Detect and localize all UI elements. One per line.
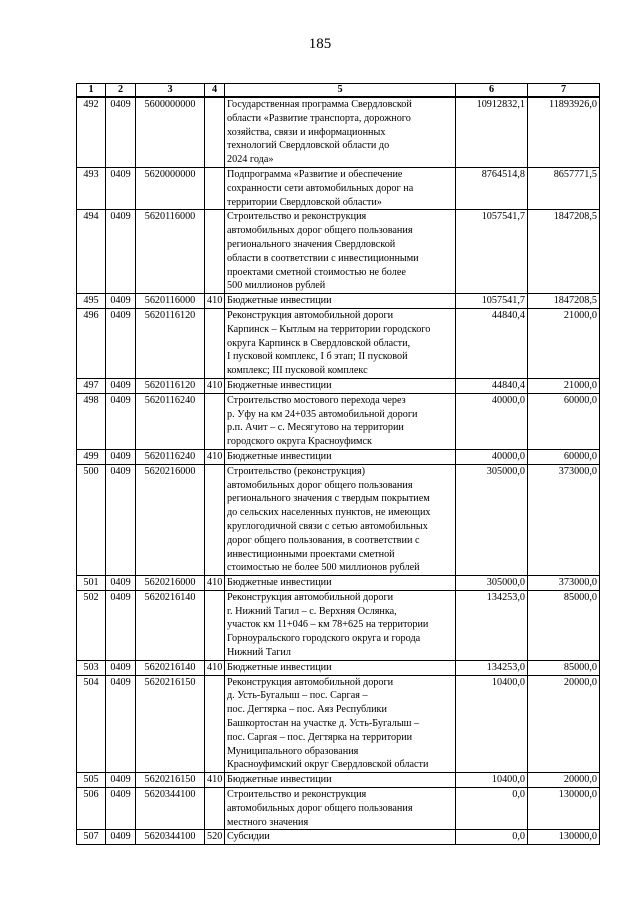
expense-type-cell — [205, 464, 225, 575]
item-name-line: дорог общего пользования, в соответствии с — [227, 534, 420, 546]
table-row — [77, 830, 600, 845]
row-number-cell: 507 — [77, 830, 106, 845]
item-name-line: д. Усть-Бугалыш – пос. Саргая – — [227, 690, 368, 702]
amount-year-1-cell: 1057541,7 — [456, 210, 528, 294]
item-name-line: Реконструкция автомобильной дороги — [227, 591, 394, 603]
table-row — [77, 788, 600, 830]
section-code-cell: 0409 — [106, 393, 136, 449]
table-row — [77, 675, 600, 773]
item-name-line: Строительство мостового перехода через — [227, 394, 406, 406]
amount-year-2-cell: 85000,0 — [528, 590, 600, 660]
item-name-line: пос. Саргая – пос. Дегтярка на территории — [227, 731, 413, 743]
item-name-line: регионального значения Свердловской — [227, 238, 396, 250]
section-code-cell: 0409 — [106, 167, 136, 209]
item-name-line: сохранности сети автомобильных дорог на — [227, 182, 414, 194]
header-col-4: 4 — [205, 84, 225, 98]
row-number-cell: 495 — [77, 294, 106, 309]
item-name-line: Муниципального образования — [227, 745, 359, 757]
item-name-line: комплекс; III пусковой комплекс — [227, 365, 368, 377]
row-number-cell: 500 — [77, 464, 106, 575]
row-number-cell: 498 — [77, 393, 106, 449]
item-name-line: Бюджетные инвестиции — [227, 577, 332, 589]
section-code-cell: 0409 — [106, 788, 136, 830]
item-name-line: Бюджетные инвестиции — [227, 661, 332, 673]
table-row — [77, 308, 600, 378]
amount-year-1-cell: 305000,0 — [456, 576, 528, 591]
item-name-line: инвестиционными проектами сметной — [227, 548, 395, 560]
item-name-line: технологий Свердловской области до — [227, 140, 390, 152]
item-name-line: р.п. Ачит – с. Месягутово на территории — [227, 422, 404, 434]
target-article-cell: 5620116240 — [136, 393, 205, 449]
target-article-cell: 5600000000 — [136, 97, 205, 167]
item-name-line: хозяйства, связи и информационных — [227, 126, 386, 138]
target-article-cell: 5620216000 — [136, 576, 205, 591]
amount-year-2-cell: 130000,0 — [528, 830, 600, 845]
item-name-line: Красноуфимский округ Свердловской области — [227, 759, 429, 771]
table-row — [77, 449, 600, 464]
item-name-line: 2024 года» — [227, 154, 274, 166]
expense-type-cell: 410 — [205, 773, 225, 788]
table-row — [77, 393, 600, 449]
item-name-line: Башкортостан на участке д. Усть-Бугалыш – — [227, 718, 420, 730]
target-article-cell: 5620216140 — [136, 590, 205, 660]
item-name-line: области в соответствии с инвестиционными — [227, 252, 419, 264]
table-row — [77, 294, 600, 309]
amount-year-2-cell: 8657771,5 — [528, 167, 600, 209]
row-number-cell: 503 — [77, 660, 106, 675]
amount-year-2-cell: 20000,0 — [528, 773, 600, 788]
expense-type-cell — [205, 590, 225, 660]
section-code-cell: 0409 — [106, 830, 136, 845]
item-name-line: области «Развитие транспорта, дорожного — [227, 112, 411, 124]
section-code-cell: 0409 — [106, 294, 136, 309]
item-name-line: Реконструкция автомобильной дороги — [227, 309, 394, 321]
table-row — [77, 97, 600, 167]
header-col-3: 3 — [136, 84, 205, 98]
expense-type-cell — [205, 97, 225, 167]
item-name-cell — [225, 773, 456, 788]
item-name-line: автомобильных дорог общего пользования — [227, 802, 413, 814]
expense-type-cell: 410 — [205, 660, 225, 675]
row-number-cell: 494 — [77, 210, 106, 294]
row-number-cell: 505 — [77, 773, 106, 788]
table-header-row — [77, 84, 600, 98]
expense-type-cell — [205, 167, 225, 209]
section-code-cell: 0409 — [106, 97, 136, 167]
item-name-line: округа Карпинск в Свердловской области, — [227, 337, 411, 349]
item-name-line: Субсидии — [227, 831, 270, 843]
target-article-cell: 5620344100 — [136, 830, 205, 845]
amount-year-1-cell: 40000,0 — [456, 393, 528, 449]
amount-year-2-cell: 85000,0 — [528, 660, 600, 675]
item-name-line: Нижний Тагил — [227, 647, 291, 659]
item-name-line: I пусковой комплекс, I б этап; II пусковой — [227, 351, 408, 363]
amount-year-1-cell: 0,0 — [456, 788, 528, 830]
table-body — [77, 97, 600, 845]
amount-year-2-cell: 20000,0 — [528, 675, 600, 773]
item-name-line: участок км 11+046 – км 78+625 на территории — [227, 619, 429, 631]
table-row — [77, 576, 600, 591]
expense-type-cell: 410 — [205, 449, 225, 464]
item-name-cell — [225, 675, 456, 773]
row-number-cell: 504 — [77, 675, 106, 773]
item-name-line: Бюджетные инвестиции — [227, 774, 332, 786]
item-name-cell — [225, 393, 456, 449]
item-name-line: пос. Дегтярка – пос. Аяз Республики — [227, 704, 387, 716]
item-name-cell — [225, 590, 456, 660]
item-name-line: Бюджетные инвестиции — [227, 295, 332, 307]
amount-year-1-cell: 134253,0 — [456, 590, 528, 660]
section-code-cell: 0409 — [106, 210, 136, 294]
row-number-cell: 501 — [77, 576, 106, 591]
expense-type-cell: 410 — [205, 294, 225, 309]
table-row — [77, 167, 600, 209]
item-name-cell — [225, 464, 456, 575]
item-name-cell — [225, 830, 456, 845]
amount-year-1-cell: 44840,4 — [456, 308, 528, 378]
amount-year-2-cell: 60000,0 — [528, 449, 600, 464]
item-name-line: р. Уфу на км 24+035 автомобильной дороги — [227, 408, 418, 420]
amount-year-2-cell: 373000,0 — [528, 464, 600, 575]
amount-year-2-cell: 21000,0 — [528, 308, 600, 378]
expense-type-cell: 410 — [205, 576, 225, 591]
expense-type-cell — [205, 788, 225, 830]
budget-table — [76, 83, 600, 845]
section-code-cell: 0409 — [106, 378, 136, 393]
item-name-line: Бюджетные инвестиции — [227, 450, 332, 462]
header-col-7: 7 — [528, 84, 600, 98]
amount-year-2-cell: 1847208,5 — [528, 210, 600, 294]
section-code-cell: 0409 — [106, 308, 136, 378]
item-name-line: Строительство и реконструкция — [227, 211, 367, 223]
item-name-line: Горноуральского городского округа и города — [227, 633, 421, 645]
section-code-cell: 0409 — [106, 590, 136, 660]
item-name-cell — [225, 788, 456, 830]
section-code-cell: 0409 — [106, 773, 136, 788]
item-name-cell — [225, 167, 456, 209]
item-name-line: до сельских населенных пунктов, не имеющих — [227, 507, 431, 519]
amount-year-1-cell: 44840,4 — [456, 378, 528, 393]
row-number-cell: 493 — [77, 167, 106, 209]
row-number-cell: 499 — [77, 449, 106, 464]
amount-year-1-cell: 1057541,7 — [456, 294, 528, 309]
item-name-cell — [225, 294, 456, 309]
page-number: 185 — [308, 36, 332, 52]
item-name-line: Государственная программа Свердловской — [227, 99, 412, 110]
header-col-1: 1 — [77, 84, 106, 98]
item-name-cell — [225, 378, 456, 393]
item-name-line: местного значения — [227, 816, 309, 828]
item-name-line: Карпинск – Кытлым на территории городского — [227, 323, 431, 335]
target-article-cell: 5620116000 — [136, 294, 205, 309]
table-row — [77, 773, 600, 788]
row-number-cell: 496 — [77, 308, 106, 378]
amount-year-1-cell: 8764514,8 — [456, 167, 528, 209]
table-row — [77, 590, 600, 660]
header-col-5: 5 — [225, 84, 456, 98]
row-number-cell: 506 — [77, 788, 106, 830]
amount-year-2-cell: 1847208,5 — [528, 294, 600, 309]
amount-year-2-cell: 130000,0 — [528, 788, 600, 830]
target-article-cell: 5620216150 — [136, 773, 205, 788]
item-name-line: территории Свердловской области» — [227, 196, 382, 208]
amount-year-1-cell: 134253,0 — [456, 660, 528, 675]
amount-year-1-cell: 10400,0 — [456, 675, 528, 773]
amount-year-2-cell: 60000,0 — [528, 393, 600, 449]
amount-year-1-cell: 10400,0 — [456, 773, 528, 788]
item-name-line: г. Нижний Тагил – с. Верхняя Ослянка, — [227, 605, 397, 617]
row-number-cell: 497 — [77, 378, 106, 393]
item-name-cell — [225, 210, 456, 294]
section-code-cell: 0409 — [106, 464, 136, 575]
amount-year-1-cell: 40000,0 — [456, 449, 528, 464]
target-article-cell: 5620116240 — [136, 449, 205, 464]
target-article-cell: 5620344100 — [136, 788, 205, 830]
expense-type-cell — [205, 393, 225, 449]
row-number-cell: 492 — [77, 97, 106, 167]
item-name-cell — [225, 308, 456, 378]
item-name-line: автомобильных дорог общего пользования — [227, 225, 413, 237]
target-article-cell: 5620216140 — [136, 660, 205, 675]
item-name-line: 500 миллионов рублей — [227, 280, 326, 292]
target-article-cell: 5620216000 — [136, 464, 205, 575]
item-name-line: Бюджетные инвестиции — [227, 379, 332, 391]
target-article-cell: 5620116000 — [136, 210, 205, 294]
item-name-line: городского округа Красноуфимск — [227, 436, 372, 448]
item-name-line: Реконструкция автомобильной дороги — [227, 676, 394, 688]
item-name-line: регионального значения с твердым покрытием — [227, 493, 430, 505]
table-row — [77, 464, 600, 575]
item-name-line: Строительство (реконструкция) — [227, 465, 366, 477]
target-article-cell: 5620000000 — [136, 167, 205, 209]
expense-type-cell: 520 — [205, 830, 225, 845]
item-name-line: автомобильных дорог общего пользования — [227, 479, 413, 491]
expense-type-cell — [205, 210, 225, 294]
expense-type-cell — [205, 675, 225, 773]
item-name-line: Подпрограмма «Развитие и обеспечение — [227, 168, 403, 180]
item-name-cell — [225, 449, 456, 464]
row-number-cell: 502 — [77, 590, 106, 660]
amount-year-2-cell: 21000,0 — [528, 378, 600, 393]
item-name-cell — [225, 97, 456, 167]
table-row — [77, 210, 600, 294]
amount-year-1-cell: 305000,0 — [456, 464, 528, 575]
section-code-cell: 0409 — [106, 449, 136, 464]
item-name-line: Строительство и реконструкция — [227, 789, 367, 801]
expense-type-cell: 410 — [205, 378, 225, 393]
table-row — [77, 378, 600, 393]
item-name-line: проектами сметной стоимостью не более — [227, 266, 406, 278]
table-row — [77, 660, 600, 675]
section-code-cell: 0409 — [106, 576, 136, 591]
expense-type-cell — [205, 308, 225, 378]
section-code-cell: 0409 — [106, 660, 136, 675]
header-col-2: 2 — [106, 84, 136, 98]
amount-year-1-cell: 10912832,1 — [456, 97, 528, 167]
item-name-line: круглогодичной связи с сетью автомобильных — [227, 520, 428, 532]
item-name-cell — [225, 660, 456, 675]
amount-year-2-cell: 373000,0 — [528, 576, 600, 591]
amount-year-1-cell: 0,0 — [456, 830, 528, 845]
header-col-6: 6 — [456, 84, 528, 98]
target-article-cell: 5620116120 — [136, 308, 205, 378]
target-article-cell: 5620116120 — [136, 378, 205, 393]
amount-year-2-cell: 11893926,0 — [528, 97, 600, 167]
item-name-line: стоимостью не более 500 миллионов рублей — [227, 562, 420, 574]
target-article-cell: 5620216150 — [136, 675, 205, 773]
item-name-cell — [225, 576, 456, 591]
section-code-cell: 0409 — [106, 675, 136, 773]
